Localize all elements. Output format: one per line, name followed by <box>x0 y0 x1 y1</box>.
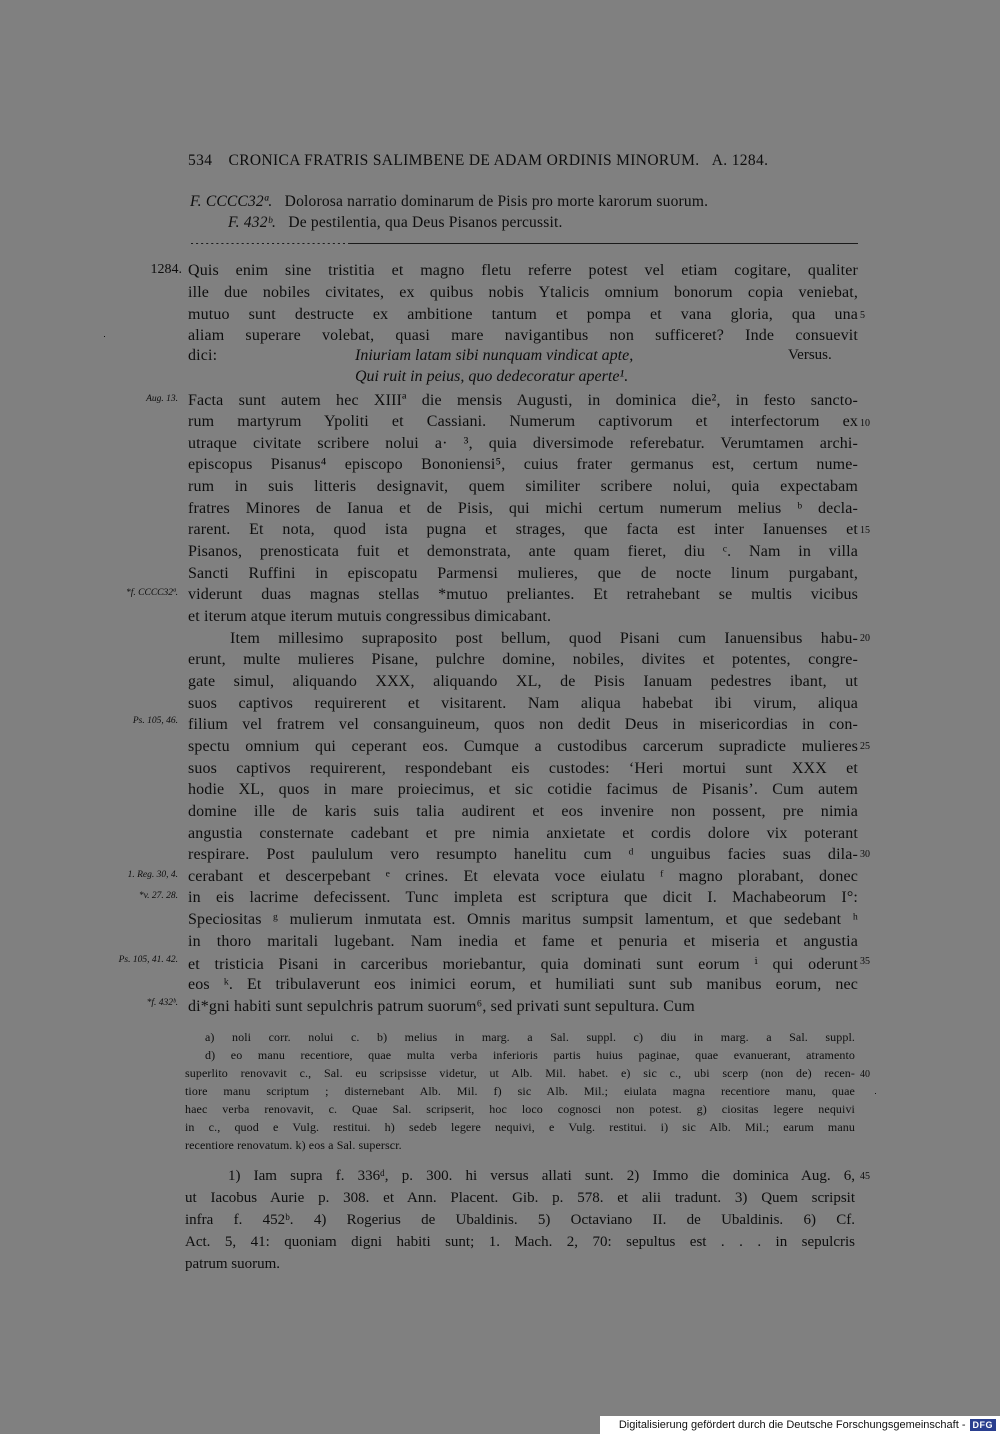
line-number: 30 <box>860 849 870 860</box>
footnote-line: 1) Iam supra f. 336ᵈ, p. 300. hi versus allati sunt. 2) Immo die dominica Aug. 6, <box>228 1168 855 1184</box>
line-number: 40 <box>860 1069 870 1080</box>
line-number: 15 <box>860 525 870 536</box>
running-title: CRONICA FRATRIS SALIMBENE DE ADAM ORDINIS MINORUM. <box>228 152 700 169</box>
running-head <box>188 152 838 170</box>
margin-citation: Ps. 105, 41. 42. <box>118 955 178 965</box>
folio-ref: F. CCCC32ª. <box>190 193 273 210</box>
line-number: 25 <box>860 741 870 752</box>
body-line: gate simul, aliquando XXX, aliquando XL, de Pisis Ianuam pedestres ibant, ut <box>188 673 858 690</box>
body-line: utraque civitate scribere nolui a· ³, quia diversimode referebatur. Verumtamen archi- <box>188 435 858 452</box>
margin-citation: *v. 27. 28. <box>138 891 178 901</box>
body-line: di*gni habiti sunt sepulchris patrum suorum⁶, sed privati sunt sepultura. Cum <box>188 998 695 1015</box>
body-line: filium vel fratrem vel consanguineum, quos non dedit Deus in misericordias in con- <box>188 716 858 733</box>
footnote-line: infra f. 452ᵇ. 4) Rogerius de Ubaldinis. 5) Octaviano II. de Ubaldinis. 6) Cf. <box>185 1212 855 1228</box>
verse-line: Iniuriam latam sibi nunquam vindicat apte, <box>355 347 634 364</box>
body-line: Facta sunt autem hec XIIIª die mensis Augusti, in dominica die², in festo sancto- <box>188 392 858 409</box>
body-line: rarent. Et nota, quod ista pugna et strages, que facta est inter Ianuenses et <box>188 521 858 538</box>
apparatus-line: a) noli corr. nolui c. b) melius in marg. a Sal. suppl. c) diu in marg. a Sal. suppl. <box>205 1030 855 1044</box>
body-line: suos captivos requirerent et visitarent. Nam aliqua habebat ibi virum, aliqua <box>188 695 858 712</box>
body-line: respirare. Post paululum vero resumpto hanelitu cum ᵈ unguibus facies suas dila- <box>188 846 858 863</box>
body-line: cerabant et descerpebant ᵉ crines. Et elevata voce eiulatu ᶠ magno plorabant, donec <box>188 868 858 885</box>
caption-text: De pestilentia, qua Deus Pisanos percussit. <box>288 214 563 231</box>
line-number: 35 <box>860 956 870 967</box>
page-number: 534 <box>188 152 213 169</box>
body-line: dici: <box>188 347 218 364</box>
body-line: hodie XL, quos in mare proiecimus, et sic cotidie facimus de Pisanis’. Cum autem <box>188 781 858 798</box>
dfg-logo: DFG <box>970 1419 997 1431</box>
line-number: 20 <box>860 633 870 644</box>
footnote-line: ut Iacobus Aurie p. 308. et Ann. Placent. Gib. p. 578. et alii tradunt. 3) Quem scripsit <box>185 1190 855 1206</box>
footer-credit-bar <box>600 1416 1000 1434</box>
body-line: fratres Minores de Ianua et de Pisis, qui michi certum numerum melius ᵇ decla- <box>188 500 858 517</box>
apparatus-line: superlito renovavit c., Sal. eu scripsisse videtur, ut Alb. Mil. habet. e) sic c., ubi scerp (non de) recen- <box>185 1066 855 1080</box>
body-line: Item millesimo supraposito post bellum, quod Pisani cum Ianuensibus habu- <box>230 630 858 647</box>
apparatus-line: tiore manu scriptum ; disternebant Alb. Mil. f) sic Alb. Mil.; eiulata magna recentiore manu, quae <box>185 1084 855 1098</box>
body-line: domine ille de karis suis talia audirent et eos invenire non possent, pre nimia <box>188 803 858 820</box>
footnote-line: Act. 5, 41: quoniam digni habiti sunt; 1. Mach. 2, 70: sepultus est . . . in sepulcris <box>185 1234 855 1250</box>
header-rule-dash <box>188 243 348 244</box>
footnote-line: patrum suorum. <box>185 1256 280 1272</box>
margin-year: 1284. <box>150 262 182 277</box>
margin-citation: 1. Reg. 30, 4. <box>127 870 178 880</box>
margin-folio: *f. CCCC32ª. <box>126 588 178 598</box>
body-line: in thoro maritali lugebant. Nam inedia et fame et penuria et miseria et angustia <box>188 933 858 950</box>
body-line: et tristicia Pisani in carceribus moriebantur, quia dominati sunt eorum ⁱ qui oderunt <box>188 956 858 973</box>
folio-caption <box>190 193 708 211</box>
body-line: mutuo sunt destructe ex ambitione tantum et pompa et vana gloria, qua una <box>188 306 858 323</box>
verse-line: Qui ruit in peius, quo dedecoratur aperte¹. <box>355 368 629 385</box>
line-number: 10 <box>860 418 870 429</box>
body-line: viderunt duas magnas stellas *mutuo preliantes. Et retrahebant se multis vicibus <box>188 586 858 603</box>
margin-date: Aug. 13. <box>146 394 178 404</box>
folio-caption <box>228 214 563 232</box>
footer-credit: Digitalisierung gefördert durch die Deutsche Forschungsgemeinschaft - <box>618 1419 966 1431</box>
body-line: in eis lacrime defecissent. Tunc impleta est scriptura que dicit I. Machabeorum I°: <box>188 889 858 906</box>
apparatus-line: in c., quod e Vulg. restitui. h) sedeb legere nequivi, e Vulg. restitui. i) sic Alb. Mil.; earum manu <box>185 1120 855 1134</box>
body-line: rum martyrum Ypoliti et Cassiani. Numerum captivorum et interfectorum ex <box>188 413 858 430</box>
margin-folio: *f. 432ᵇ. <box>146 998 178 1008</box>
body-line: spectu omnium qui ceperant eos. Cumque a custodibus carcerum supradicte mulieres <box>188 738 858 755</box>
body-line: erunt, multe mulieres Pisane, pulchre domine, nobiles, divites et potentes, congre- <box>188 651 858 668</box>
running-year: A. 1284. <box>711 152 769 169</box>
folio-ref: F. 432ᵇ. <box>228 214 277 231</box>
margin-citation: Ps. 105, 46. <box>132 716 178 726</box>
apparatus-line: recentiore renovatum. k) eos a Sal. superscr. <box>185 1138 402 1152</box>
apparatus-line: d) eo manu recentiore, quae multa verba inferioris partis huius paginae, quae evanuerant, atramento <box>205 1048 855 1062</box>
body-line: ille due nobiles civitates, ex quibus nobis Ytalicis omnium bonorum copia veniebat, <box>188 284 858 301</box>
body-line: eos ᵏ. Et tribulaverunt eos inimici eorum, et humiliati sunt sub manibus eorum, nec <box>188 976 858 993</box>
caption-text: Dolorosa narratio dominarum de Pisis pro morte karorum suorum. <box>284 193 709 210</box>
body-line: Speciositas ᵍ mulierum inmutata est. Omnis maritus sumpsit lamentum, et que sedebant ʰ <box>188 911 858 928</box>
body-line: suos captivos requirerent, respondebant eis custodes: ‘Heri mortui sunt XXX et <box>188 760 858 777</box>
body-line: episcopus Pisanus⁴ episcopo Bononiensi⁵, cuius frater germanus est, certum nume- <box>188 456 858 473</box>
verse-label: Versus. <box>788 347 832 363</box>
body-line: rum in suis litteris designavit, quem similiter scribere nolui, quia expectabam <box>188 478 858 495</box>
scan-speck <box>104 336 105 337</box>
line-number: 5 <box>860 310 865 321</box>
body-line: angustia consternate cadebant et pre nimia anxietate et cordis dolore vix poterant <box>188 825 858 842</box>
line-number: 45 <box>860 1171 870 1182</box>
body-line: Sancti Ruffini in episcopatu Parmensi mulieres, que de nocte linum purgabant, <box>188 565 858 582</box>
body-line: et iterum atque iterum mutuis congressibus dimicabant. <box>188 608 552 625</box>
apparatus-line: haec verba renovavit, c. Quae Sal. scripserit, hoc loco cognosci non potest. g) ciositas legere nequivi <box>185 1102 855 1116</box>
body-line: Pisanos, prenosticata fuit et demonstrata, ante quam fieret, diu ᶜ. Nam in villa <box>188 543 858 560</box>
scan-speck <box>875 1093 876 1094</box>
body-line: Quis enim sine tristitia et magno fletu referre potest vel etiam cogitare, qualiter <box>188 262 858 279</box>
body-line: aliam superare volebat, quasi mare navigantibus non sufficeret? Inde consuevit <box>188 327 858 344</box>
